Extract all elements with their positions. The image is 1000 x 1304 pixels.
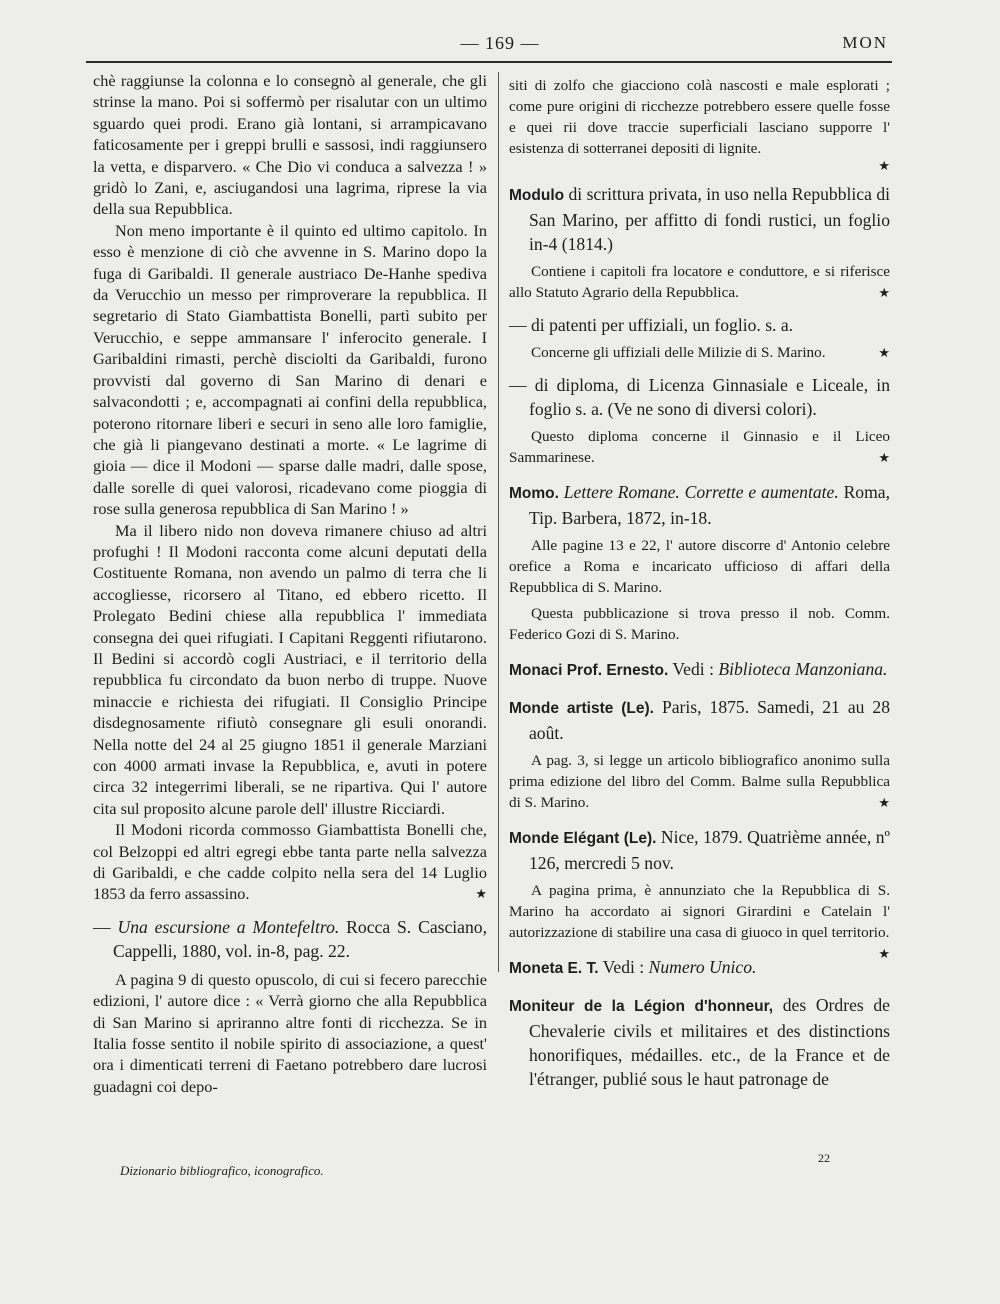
paragraph: [93, 819, 487, 905]
entry-patenti: — di patenti per uffiziali, un foglio. s. a.: [509, 315, 794, 335]
signature-mark: 22: [818, 1151, 830, 1165]
entry-body: [509, 261, 890, 303]
star-icon: ★: [878, 285, 890, 300]
right-column: [509, 70, 890, 1091]
entry-body-text: Contiene i capitoli fra locatore e conduttore, e si riferisce allo Statuto Agrario della Repubblica.: [509, 263, 890, 301]
left-column: [93, 70, 487, 1097]
entry-text: Paris, 1875. Samedi, 21 au 28 août.: [529, 697, 890, 743]
paragraph: chè raggiunse la colonna e lo consegnò al generale, che gli strinse la mano. Poi si soffermò per risalutar con un ultimo sguardo quei prodi. Erano già lontani, si arrampicavano faticosamente per i greppi brulli e sassosi, indi raggiunsero la vetta, e disparvero. « Che Dio vi conduca a salvezza ! » gridò lo Zani, e, asciugandosi una lagrima, riprese la via della sua Repubblica.: [93, 71, 487, 219]
paragraph: siti di zolfo che giacciono colà nascosti e male esplorati ; come pure origini di ricchezze potrebbero essere quelle fosse e quei rii dove traccie superficiali lasciano supporre l' esistenza di sotterranei depositi di lignite.: [509, 77, 890, 157]
entry-headword: Modulo: [509, 187, 565, 204]
section-heading: MON: [842, 33, 888, 52]
entry-headword: Momo.: [509, 485, 559, 502]
star-icon: ★: [878, 795, 890, 810]
entry-reference: Numero Unico.: [648, 957, 757, 977]
entry-body: [509, 342, 890, 363]
star-line: [509, 159, 890, 172]
entry-moniteur: [509, 993, 890, 1091]
entry-text: di scrittura privata, in uso nella Repubblica di San Marino, per affitto di fondi rustici, un foglio in-4 (1814.): [529, 184, 890, 254]
entry-monaci: [509, 657, 890, 683]
entry-body: [509, 880, 890, 961]
star-icon: ★: [878, 158, 890, 173]
entry-monde-elegant: [509, 825, 890, 875]
entry-headword: Monde Elégant (Le).: [509, 830, 657, 847]
entry-vedi: Vedi :: [598, 957, 649, 977]
entry-body: [509, 426, 890, 468]
entry-text: Nice, 1879. Quatrième année, nº 126, mercredi 5 nov.: [529, 827, 891, 873]
entry-body-text: Concerne gli uffiziali delle Milizie di S. Marino.: [531, 344, 826, 361]
entry-text: des Ordres de Chevalerie civils et militaires et des distinctions honorifiques, médailles. etc., de la France et de l'étranger, publié sous le haut patronage de: [529, 995, 890, 1089]
paragraph-text: Il Modoni ricorda commosso Giambattista Bonelli che, col Belzoppi ed altri egregi ebbe tanta parte nella salvezza di Garibaldi, e che cadde colpito nella sera del 14 Luglio 1853 da ferro assassino.: [93, 820, 487, 904]
entry-imprint: Rocca S. Casciano, Cappelli, 1880, vol. in-8, pag. 22.: [113, 916, 487, 961]
entry-headword: Monde artiste (Le).: [509, 700, 654, 717]
star-icon: ★: [878, 345, 890, 360]
star-icon: ★: [878, 450, 890, 465]
entry-modulo: [509, 182, 890, 256]
entry-moneta: [509, 955, 890, 981]
entry-body-text: A pagina prima, è annunziato che la Repubblica di S. Marino ha accordato ai signori Girardini e Catelain l' autorizzazione di stabilire una casa di giuoco in quel territorio.: [509, 882, 890, 941]
entry-headword: Moneta E. T.: [509, 960, 599, 977]
footer-title: Dizionario bibliografico, iconografico.: [120, 1163, 324, 1178]
star-icon: ★: [475, 886, 487, 902]
entry-headword: Moniteur de la Légion d'honneur,: [509, 998, 774, 1015]
entry-body: Questa pubblicazione si trova presso il nob. Comm. Federico Gozi di S. Marino.: [509, 605, 890, 643]
header-rule: [86, 61, 892, 63]
entry-momo: [509, 480, 890, 530]
entry-body-text: Questo diploma concerne il Ginnasio e il Liceo Sammarinese.: [509, 428, 890, 466]
entry-body-text: A pag. 3, si legge un articolo bibliografico anonimo sulla prima edizione del libro del Comm. Balme sulla Repubblica di S. Marino.: [509, 752, 890, 811]
paragraph: Non meno importante è il quinto ed ultimo capitolo. In esso è menzione di ciò che avvenne in S. Marino dopo la fuga di Garibaldi. Il generale austriaco De-Hanhe spediva da Verucchio un messo per rimproverare la repubblica. Il segretario di Stato Giambattista Bonelli, partì subito per Verucchio, e seppe ammansare l' inferocito generale. I Garibaldini rimasti, perchè disciolti da Garibaldi, furono provvisti dal governo di San Marino di denari e salvacondotti ; e, accompagnati ai confini della repubblica, poterono ritornare liberi e securi in seno alle loro famiglie, che già li piangevano destinati a morte. « Le lagrime di gioia — dice il Modoni — sparse dalle madri, dalle spose, dalle sorelle di quei valorosi, ricadevano come pioggia di rose sulla generosa repubblica di San Marino ! »: [93, 220, 487, 519]
entry-una-escursione: [93, 915, 487, 963]
entry-headword: Monaci Prof. Ernesto.: [509, 662, 669, 679]
column-divider: [498, 72, 499, 972]
entry-title: Una escursione a Montefeltro.: [117, 916, 340, 937]
entry-dash: —: [93, 916, 118, 937]
paragraph: A pagina 9 di questo opuscolo, di cui si fecero parecchie edizioni, l' autore dice : « Verrà giorno che alla Repubblica di San Marino si apriranno altre fonti di ricchezza. Se in Italia fosse sentito il nobile spirito di associazione, a quest' ora i dimenticati terreni di Faetano potrebbero dare lucrosi guadagni coi depo-: [93, 969, 487, 1096]
page-number: — 169 —: [460, 33, 540, 53]
entry-reference: Biblioteca Manzoniana.: [718, 659, 888, 679]
entry-title: Lettere Romane. Corrette e aumentate.: [563, 482, 839, 502]
paragraph: Ma il libero nido non doveva rimanere chiuso ad altri profughi ! Il Modoni racconta come alcuni deputati della Costituente Romana, non avendo un palmo di terra che li accogliesse, ricorsero al Titano, ed ebbero ricetto. Il Prolegato Bedini chiese alla repubblica l' immediata consegna dei quei rifugiati. I Capitani Reggenti rifiutarono. Il Bedini si accordò cogli Austriaci, e il territorio della repubblica fu circondato da buon nerbo di truppe. Nuove minaccie e richiesta dei rifugiati. Il Consiglio Principe disdegnosamente rifiutò consegnare gli esuli onorandi. Nella notte del 24 al 25 giugno 1851 il generale Marziani con 4000 armati invase la Repubblica, e, avuti in potere circa 32 integerrimi liberali, se ne ripartiva. Qui l' autore cita sul proposito alcune parole dell' illustre Ricciardi.: [93, 520, 487, 818]
entry-body: Alle pagine 13 e 22, l' autore discorre d' Antonio celebre orefice a Roma e incaricato ufficioso di affari della Repubblica di S. Marino.: [509, 537, 890, 596]
star-icon: ★: [878, 946, 890, 961]
entry-body: [509, 750, 890, 813]
entry-monde-artiste: [509, 695, 890, 745]
entry-text: Roma, Tip. Barbera, 1872, in-18.: [529, 482, 890, 528]
entry-diploma: — di diploma, di Licenza Ginnasiale e Liceale, in foglio s. a. (Ve ne sono di diversi colori).: [509, 375, 890, 419]
entry-vedi: Vedi :: [668, 659, 719, 679]
